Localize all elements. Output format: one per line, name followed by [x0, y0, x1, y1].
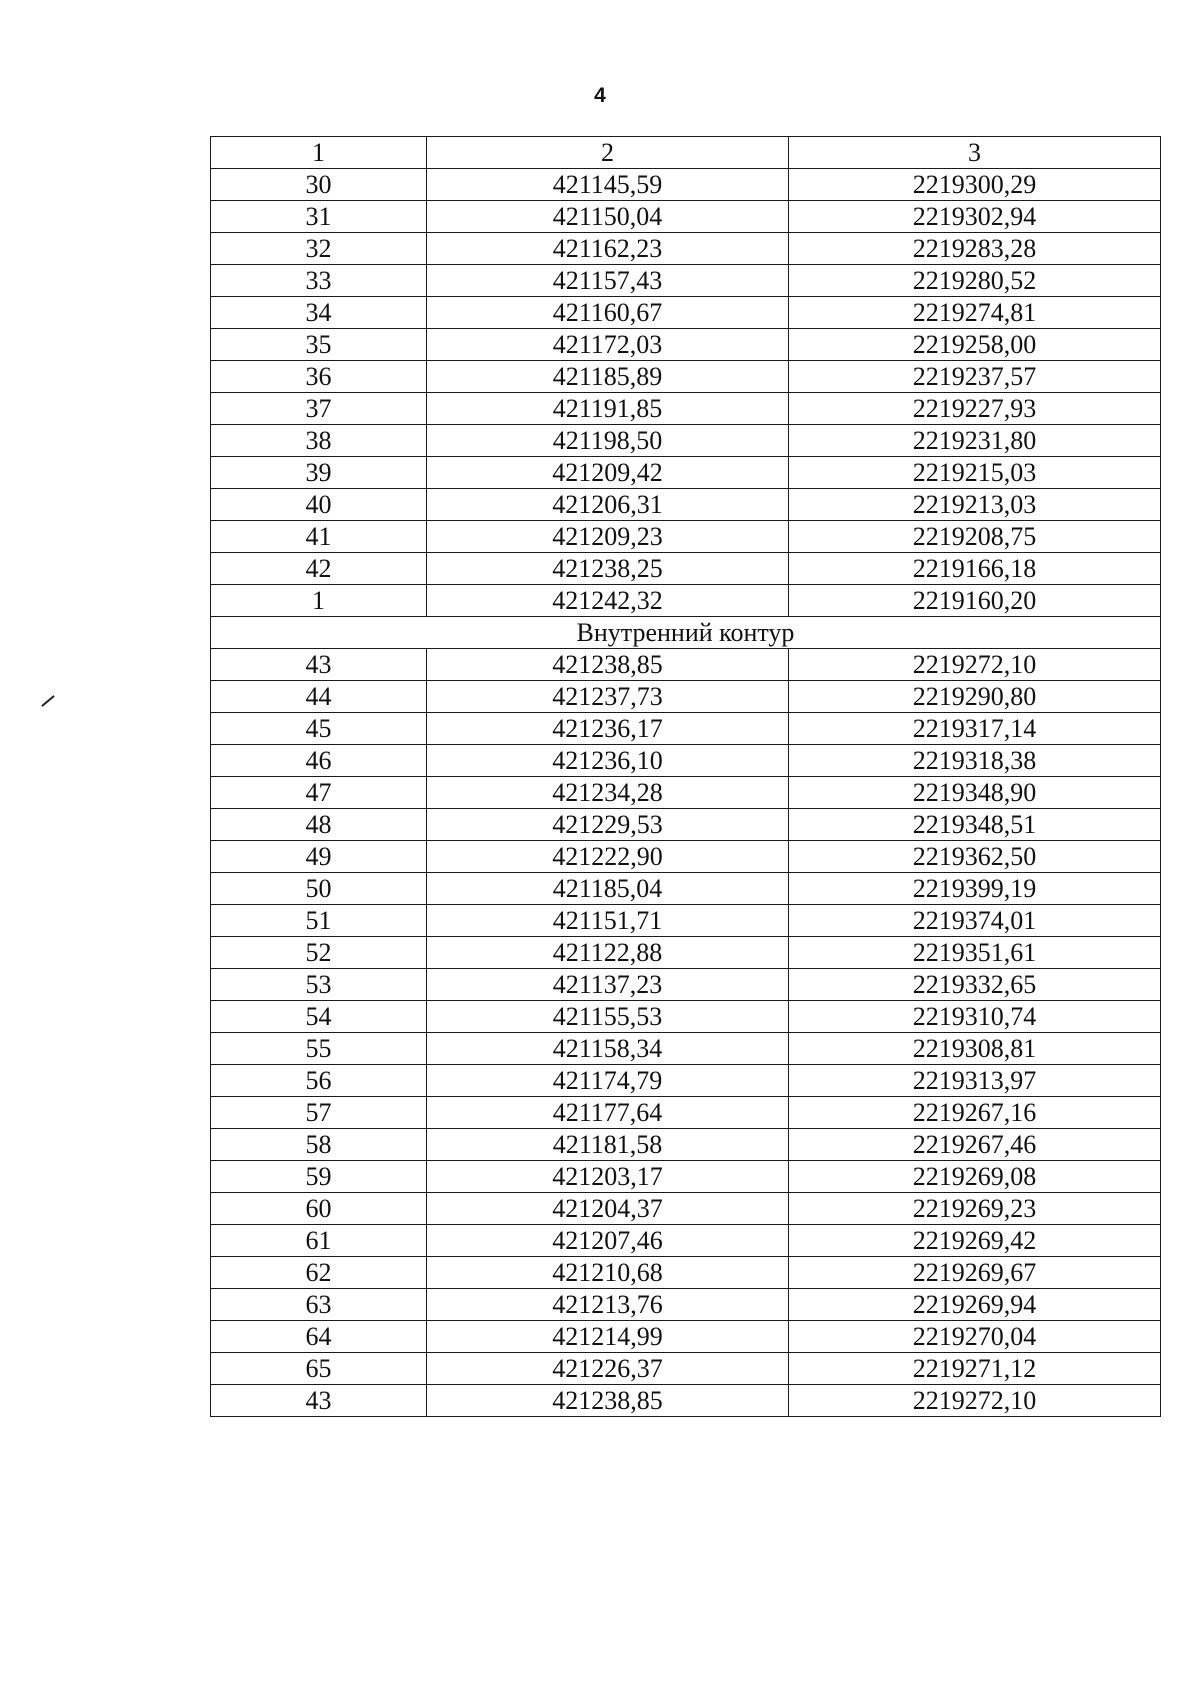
- point-number-cell: 46: [211, 745, 427, 777]
- coord-y-cell: 2219310,74: [789, 1001, 1161, 1033]
- coord-x-cell: 421191,85: [427, 393, 789, 425]
- coord-x-cell: 421203,17: [427, 1161, 789, 1193]
- point-number-cell: 33: [211, 265, 427, 297]
- inner-contour-row: [211, 681, 1161, 713]
- coord-y-cell: 2219208,75: [789, 521, 1161, 553]
- inner-contour-row: [211, 969, 1161, 1001]
- coord-y-cell: 2219362,50: [789, 841, 1161, 873]
- point-number-cell: 35: [211, 329, 427, 361]
- coord-x-cell: 421229,53: [427, 809, 789, 841]
- coord-y-cell: 2219313,97: [789, 1065, 1161, 1097]
- point-number-cell: 57: [211, 1097, 427, 1129]
- coord-y-cell: 2219269,94: [789, 1289, 1161, 1321]
- point-number-cell: 31: [211, 201, 427, 233]
- point-number-cell: 56: [211, 1065, 427, 1097]
- inner-contour-row: [211, 1097, 1161, 1129]
- coord-y-cell: 2219213,03: [789, 489, 1161, 521]
- inner-contour-row: [211, 1385, 1161, 1417]
- coord-y-cell: 2219269,67: [789, 1257, 1161, 1289]
- header-row: [211, 137, 1161, 169]
- coord-x-cell: 421210,68: [427, 1257, 789, 1289]
- inner-contour-row: [211, 1129, 1161, 1161]
- point-number-cell: 38: [211, 425, 427, 457]
- coord-x-cell: 421209,23: [427, 521, 789, 553]
- coord-x-cell: 421172,03: [427, 329, 789, 361]
- inner-contour-row: [211, 937, 1161, 969]
- inner-contour-row: [211, 1193, 1161, 1225]
- coord-x-cell: 421174,79: [427, 1065, 789, 1097]
- coord-x-cell: 421238,85: [427, 1385, 789, 1417]
- point-number-cell: 65: [211, 1353, 427, 1385]
- outer-contour-row: [211, 425, 1161, 457]
- coord-x-cell: 421234,28: [427, 777, 789, 809]
- point-number-cell: 44: [211, 681, 427, 713]
- inner-contour-row: [211, 1001, 1161, 1033]
- point-number-cell: 62: [211, 1257, 427, 1289]
- outer-contour-row: [211, 265, 1161, 297]
- coord-x-cell: 421185,89: [427, 361, 789, 393]
- coordinates-table-body: [211, 137, 1161, 1417]
- coord-y-cell: 2219351,61: [789, 937, 1161, 969]
- coord-x-cell: 421122,88: [427, 937, 789, 969]
- inner-contour-row: [211, 1321, 1161, 1353]
- inner-contour-row: [211, 1289, 1161, 1321]
- coord-x-cell: 421137,23: [427, 969, 789, 1001]
- coord-x-cell: 421177,64: [427, 1097, 789, 1129]
- coord-x-cell: 421160,67: [427, 297, 789, 329]
- point-number-cell: 43: [211, 649, 427, 681]
- point-number-cell: 39: [211, 457, 427, 489]
- coord-y-cell: 2219374,01: [789, 905, 1161, 937]
- coord-x-cell: 421181,58: [427, 1129, 789, 1161]
- coord-x-cell: 421162,23: [427, 233, 789, 265]
- coord-y-cell: 2219215,03: [789, 457, 1161, 489]
- point-number-cell: 32: [211, 233, 427, 265]
- inner-contour-row: [211, 649, 1161, 681]
- inner-contour-row: [211, 713, 1161, 745]
- page-number: 4: [594, 84, 606, 107]
- outer-contour-row: [211, 553, 1161, 585]
- section-row: [211, 617, 1161, 649]
- coord-x-cell: 421209,42: [427, 457, 789, 489]
- coord-x-cell: 421238,85: [427, 649, 789, 681]
- point-number-cell: 58: [211, 1129, 427, 1161]
- coord-y-cell: 2219272,10: [789, 649, 1161, 681]
- coord-x-cell: 421150,04: [427, 201, 789, 233]
- inner-contour-row: [211, 1161, 1161, 1193]
- point-number-cell: 51: [211, 905, 427, 937]
- point-number-cell: 49: [211, 841, 427, 873]
- point-number-cell: 55: [211, 1033, 427, 1065]
- coord-x-cell: 421157,43: [427, 265, 789, 297]
- coord-y-cell: 2219332,65: [789, 969, 1161, 1001]
- outer-contour-row: [211, 201, 1161, 233]
- coord-y-cell: 2219283,28: [789, 233, 1161, 265]
- coord-x-cell: 421185,04: [427, 873, 789, 905]
- inner-contour-row: [211, 809, 1161, 841]
- coord-y-cell: 2219308,81: [789, 1033, 1161, 1065]
- coord-x-cell: 421226,37: [427, 1353, 789, 1385]
- header-cell-point: 1: [211, 137, 427, 169]
- coordinates-table: [210, 136, 1161, 1417]
- coord-x-cell: 421238,25: [427, 553, 789, 585]
- coord-y-cell: 2219160,20: [789, 585, 1161, 617]
- outer-contour-row: [211, 329, 1161, 361]
- coord-y-cell: 2219267,16: [789, 1097, 1161, 1129]
- coord-y-cell: 2219399,19: [789, 873, 1161, 905]
- outer-contour-row: [211, 297, 1161, 329]
- outer-contour-row: [211, 169, 1161, 201]
- inner-contour-row: [211, 1033, 1161, 1065]
- outer-contour-row: [211, 489, 1161, 521]
- coord-x-cell: 421204,37: [427, 1193, 789, 1225]
- inner-contour-row: [211, 1353, 1161, 1385]
- point-number-cell: 59: [211, 1161, 427, 1193]
- coord-y-cell: 2219302,94: [789, 201, 1161, 233]
- coord-x-cell: 421151,71: [427, 905, 789, 937]
- coord-y-cell: 2219270,04: [789, 1321, 1161, 1353]
- outer-contour-row: [211, 521, 1161, 553]
- point-number-cell: 36: [211, 361, 427, 393]
- inner-contour-row: [211, 1225, 1161, 1257]
- outer-contour-row: [211, 585, 1161, 617]
- coord-y-cell: 2219258,00: [789, 329, 1161, 361]
- coord-y-cell: 2219237,57: [789, 361, 1161, 393]
- coord-y-cell: 2219274,81: [789, 297, 1161, 329]
- coord-y-cell: 2219166,18: [789, 553, 1161, 585]
- coord-x-cell: 421222,90: [427, 841, 789, 873]
- point-number-cell: 48: [211, 809, 427, 841]
- point-number-cell: 34: [211, 297, 427, 329]
- point-number-cell: 40: [211, 489, 427, 521]
- coord-y-cell: 2219272,10: [789, 1385, 1161, 1417]
- point-number-cell: 52: [211, 937, 427, 969]
- coord-y-cell: 2219271,12: [789, 1353, 1161, 1385]
- coord-y-cell: 2219348,51: [789, 809, 1161, 841]
- coord-x-cell: 421213,76: [427, 1289, 789, 1321]
- outer-contour-row: [211, 361, 1161, 393]
- coord-x-cell: 421207,46: [427, 1225, 789, 1257]
- outer-contour-row: [211, 233, 1161, 265]
- point-number-cell: 54: [211, 1001, 427, 1033]
- point-number-cell: 43: [211, 1385, 427, 1417]
- outer-contour-row: [211, 457, 1161, 489]
- point-number-cell: 63: [211, 1289, 427, 1321]
- inner-contour-row: [211, 1065, 1161, 1097]
- point-number-cell: 42: [211, 553, 427, 585]
- point-number-cell: 53: [211, 969, 427, 1001]
- point-number-cell: 37: [211, 393, 427, 425]
- coord-x-cell: 421242,32: [427, 585, 789, 617]
- point-number-cell: 41: [211, 521, 427, 553]
- coord-y-cell: 2219348,90: [789, 777, 1161, 809]
- coord-y-cell: 2219269,08: [789, 1161, 1161, 1193]
- header-cell-y: 3: [789, 137, 1161, 169]
- coord-x-cell: 421236,10: [427, 745, 789, 777]
- inner-contour-row: [211, 873, 1161, 905]
- point-number-cell: 50: [211, 873, 427, 905]
- coord-y-cell: 2219300,29: [789, 169, 1161, 201]
- coord-x-cell: 421158,34: [427, 1033, 789, 1065]
- point-number-cell: 61: [211, 1225, 427, 1257]
- outer-contour-row: [211, 393, 1161, 425]
- header-cell-x: 2: [427, 137, 789, 169]
- inner-contour-row: [211, 1257, 1161, 1289]
- inner-contour-row: [211, 905, 1161, 937]
- coord-y-cell: 2219280,52: [789, 265, 1161, 297]
- point-number-cell: 64: [211, 1321, 427, 1353]
- coord-y-cell: 2219269,42: [789, 1225, 1161, 1257]
- inner-contour-row: [211, 841, 1161, 873]
- coord-x-cell: 421214,99: [427, 1321, 789, 1353]
- coord-x-cell: 421155,53: [427, 1001, 789, 1033]
- inner-contour-row: [211, 777, 1161, 809]
- coord-y-cell: 2219318,38: [789, 745, 1161, 777]
- point-number-cell: 60: [211, 1193, 427, 1225]
- coord-x-cell: 421198,50: [427, 425, 789, 457]
- section-title: Внутренний контур: [211, 617, 1161, 649]
- coord-y-cell: 2219227,93: [789, 393, 1161, 425]
- inner-contour-row: [211, 745, 1161, 777]
- point-number-cell: 47: [211, 777, 427, 809]
- point-number-cell: 1: [211, 585, 427, 617]
- coord-y-cell: 2219231,80: [789, 425, 1161, 457]
- coord-x-cell: 421236,17: [427, 713, 789, 745]
- point-number-cell: 45: [211, 713, 427, 745]
- stray-pen-mark: [41, 695, 55, 707]
- coord-y-cell: 2219290,80: [789, 681, 1161, 713]
- coord-x-cell: 421237,73: [427, 681, 789, 713]
- coord-y-cell: 2219269,23: [789, 1193, 1161, 1225]
- coord-y-cell: 2219267,46: [789, 1129, 1161, 1161]
- coord-x-cell: 421145,59: [427, 169, 789, 201]
- coord-x-cell: 421206,31: [427, 489, 789, 521]
- point-number-cell: 30: [211, 169, 427, 201]
- coord-y-cell: 2219317,14: [789, 713, 1161, 745]
